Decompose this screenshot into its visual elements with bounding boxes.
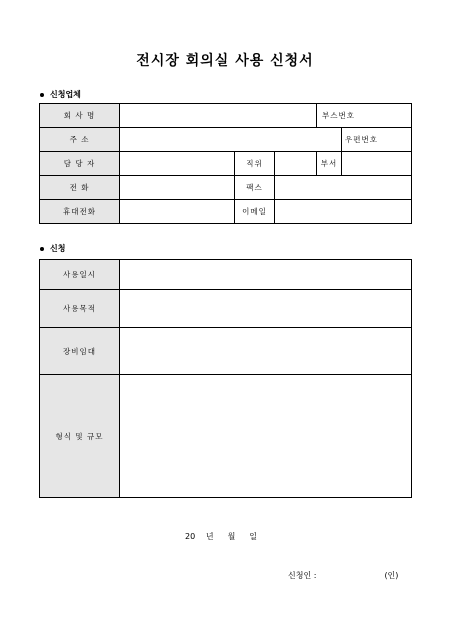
department-field[interactable] xyxy=(342,152,412,176)
company-name-label: 회 사 명 xyxy=(40,104,120,128)
day-field[interactable]: 일 xyxy=(249,532,258,541)
equipment-rental-field[interactable] xyxy=(120,328,412,375)
usage-purpose-label: 사용목적 xyxy=(40,290,120,328)
seal-label: (인) xyxy=(384,571,399,580)
mobile-field[interactable] xyxy=(120,200,235,224)
usage-datetime-field[interactable] xyxy=(120,260,412,290)
bullet-icon xyxy=(40,93,44,97)
email-field[interactable] xyxy=(275,200,412,224)
company-name-field[interactable] xyxy=(120,104,317,128)
company-info-table xyxy=(39,103,412,224)
year-prefix: 20 xyxy=(185,532,196,541)
phone-label: 전 화 xyxy=(40,176,120,200)
fax-field[interactable] xyxy=(275,176,412,200)
position-field[interactable] xyxy=(275,152,317,176)
department-label: 부서 xyxy=(317,152,342,176)
position-label: 직위 xyxy=(235,152,275,176)
year-unit: 년 xyxy=(205,532,214,541)
section-company-label: 신청업체 xyxy=(50,90,81,99)
applicant-name-field[interactable] xyxy=(316,570,384,581)
email-label: 이메일 xyxy=(235,200,275,224)
application-date xyxy=(185,531,257,542)
booth-number-label: 부스번호 xyxy=(317,104,412,128)
applicant-signature-line xyxy=(288,570,398,581)
address-field[interactable] xyxy=(120,128,342,152)
mobile-label: 휴대전화 xyxy=(40,200,120,224)
form-title: 전시장 회의실 사용 신청서 xyxy=(136,53,314,69)
fax-label: 팩스 xyxy=(235,176,275,200)
usage-purpose-field[interactable] xyxy=(120,290,412,328)
usage-datetime-label: 사용일시 xyxy=(40,260,120,290)
section-company-heading xyxy=(40,89,81,100)
applicant-label: 신청인 : xyxy=(288,571,317,580)
format-scale-label: 형식 및 규모 xyxy=(40,375,120,498)
application-table xyxy=(39,259,412,498)
month-field[interactable]: 월 xyxy=(227,532,236,541)
phone-field[interactable] xyxy=(120,176,235,200)
manager-field[interactable] xyxy=(120,152,235,176)
format-scale-field[interactable] xyxy=(120,375,412,498)
postal-code-label: 우편번호 xyxy=(342,128,412,152)
bullet-icon xyxy=(40,247,44,251)
section-application-heading xyxy=(40,243,65,254)
manager-label: 담 당 자 xyxy=(40,152,120,176)
equipment-rental-label: 장비임대 xyxy=(40,328,120,375)
section-application-label: 신청 xyxy=(50,244,66,253)
address-label: 주 소 xyxy=(40,128,120,152)
year-field[interactable] xyxy=(185,531,214,542)
